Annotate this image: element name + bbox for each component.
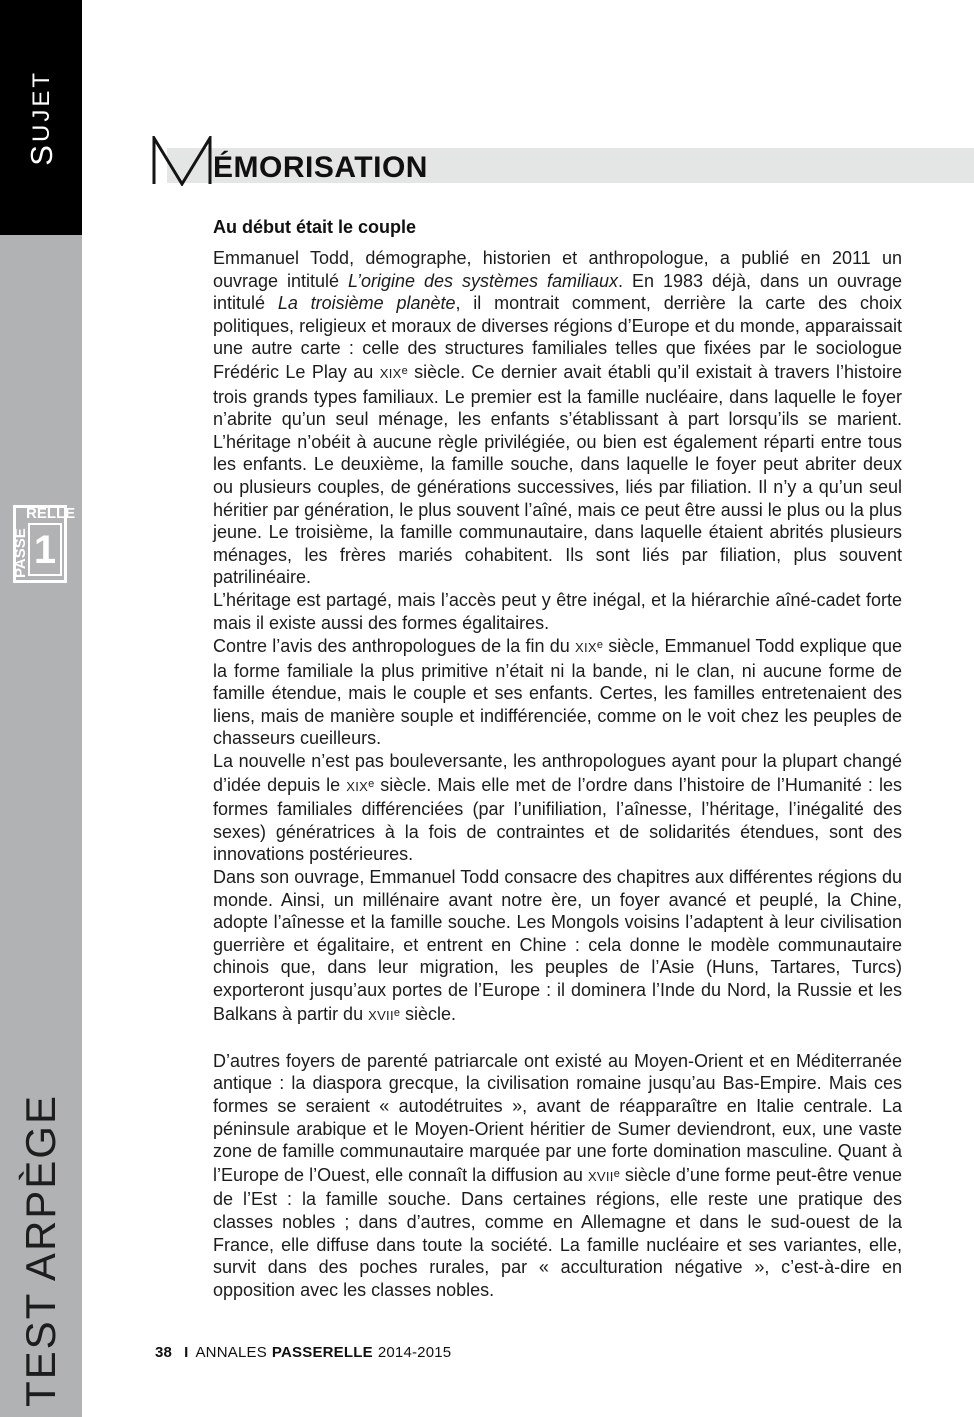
article-subtitle: Au début était le couple — [213, 216, 417, 237]
logo-number-box — [28, 523, 62, 576]
text-segment: siècle, Emmanuel Todd explique que la forme familiale la plus primitive n’était ni la bande, ni le clan, ni aucune forme de famille étendue, mais le couple et ses enfants. Certes, les familles entretenaient des liens, mais de manière souple et indifférenciée, comme on le voit chez les peuples de chasseurs cueilleurs. — [213, 636, 902, 749]
text-segment: e — [368, 777, 375, 790]
text-segment: e — [596, 639, 604, 652]
paragraph — [213, 1050, 902, 1302]
text-segment: siècle. Mais elle met de l’ordre dans l’histoire de l’Humanité : les formes familiales différenciées (par l’unifiliation, l’aînesse, l’héritage, l’inégalité des sexes) génératrices à la fois de contraintes et de solidarités étendues, sont des innovations postérieures. — [213, 774, 902, 865]
text-segment: XIX — [379, 365, 402, 381]
text-segment: , il montrait comment, derrière la carte des choix politiques, religieux et moraux de diverses régions d’Europe et du monde, apparaissait une autre carte : celle des structures familiales telles que fixées par le sociologue Frédéric Le Play au — [213, 293, 902, 382]
footer-separator: I — [184, 1344, 189, 1361]
test-arpege-label-wrap — [0, 1095, 82, 1405]
passerelle-logo — [12, 505, 76, 583]
logo-text-passe: PASSE — [12, 528, 29, 578]
text-segment: e — [401, 364, 408, 377]
text-segment: e — [393, 1006, 400, 1019]
text-segment: L’origine des systèmes familiaux — [348, 270, 619, 291]
text-segment: Dans son ouvrage, Emmanuel Todd consacre des chapitres aux différentes régions du monde. Ainsi, un millénaire avant notre ère, un foyer avancé et peuplé, la Chine, adopte l’aînesse et la famille souche. Les Mongols voisins l’adaptent à leur civilisation guerrière et égalitaire, et entrent en Chine : cela donne le modèle communautaire chinois que, dans leur migration, les peuples de l’Asie (Huns, Tartares, Turcs) exporteront jusqu’aux portes de l’Europe : il dominera l’Inde du Nord, la Russie et les Balkans à partir du — [213, 867, 902, 1024]
article-body — [213, 247, 902, 1301]
paragraph — [213, 866, 902, 1027]
paragraph — [213, 247, 902, 589]
logo-number: 1 — [33, 527, 57, 572]
sidebar — [0, 0, 82, 1417]
paragraph — [213, 589, 902, 634]
footer-page-number: 38 — [155, 1344, 173, 1361]
footer-brand: PASSERELLE — [271, 1344, 373, 1361]
text-segment: XVII — [368, 1007, 394, 1023]
text-segment: siècle. Ce dernier avait établi qu’il existait à travers l’histoire trois grands types familiaux. Le premier est la famille nucléaire, dans laquelle le foyer n’abrite qu’un seul ménage, les enfants s’établissant à part lorsqu’ils se marient. L’héritage n’obéit à aucune règle privilégiée, ou bien est également réparti entre tous les enfants. Le deuxième, la famille souche, dans laquelle le foyer peut abriter deux ou plusieurs couples, de générations successives, liés par filiation. Il n’y a qu’un seul héritier par génération, le plus souvent l’aîné, mais ce peut être aussi le plus ou la plus jeune. Le troisième, la famille communautaire, dans laquelle étaient abrités plusieurs ménages, les frères mariés cohabitent. Ils sont liés par filiation, plus souvent patrilinéaire. — [213, 361, 902, 588]
paragraph — [213, 634, 902, 750]
text-segment: La nouvelle n’est pas bouleversante, les anthropologues ayant pour la plupart changé d’idée depuis le — [213, 751, 902, 795]
paragraph — [213, 750, 902, 866]
text-segment: Contre l’avis des anthropologues de la fin du — [213, 636, 576, 657]
page-footer — [155, 1344, 451, 1361]
text-segment: . En 1983 déjà, dans un ouvrage intitulé — [213, 270, 903, 314]
sujet-tab-label — [23, 69, 59, 166]
sujet-tab — [0, 0, 82, 235]
text-segment: siècle. — [399, 1003, 457, 1024]
footer-edition: 2014-2015 — [377, 1344, 452, 1361]
text-segment: XIX — [346, 778, 369, 794]
text-segment: XIX — [575, 640, 597, 656]
logo-text-relle: RELLE — [26, 505, 76, 522]
text-segment: XVII — [587, 1168, 614, 1184]
test-arpege-label: TEST ARPÈGE — [17, 1093, 64, 1407]
text-segment: e — [613, 1167, 620, 1180]
text-segment: D’autres foyers de parenté patriarcale ont existé au Moyen-Orient et en Méditerranée antique : la diaspora grecque, la civilisation romaine jusqu’au Bas-Empire. Mais ces formes se seraient « autodétruites », avant de réapparaître en Italie centrale. La péninsule arabique et le Moyen-Orient héritier de Sumer deviendront, eux, une vaste zone de famille communautaire marquée par une forte domination masculine. Quant à l’Europe de l’Ouest, elle connaît la diffusion au — [213, 1050, 902, 1185]
text-segment: La troisième planète — [277, 293, 456, 314]
text-segment: Emmanuel Todd, démographe, historien et anthropologue, a publié en 2011 un ouvrage intitulé — [213, 248, 902, 291]
text-segment: L’héritage est partagé, mais l’accès peut y être inégal, et la hiérarchie aîné-cadet forte mais il existe aussi des formes égalitaires. — [213, 589, 902, 633]
footer-series: ANNALES — [195, 1344, 267, 1361]
sujet-initial: S — [23, 141, 59, 166]
text-segment: siècle d’une forme peut-être venue de l’Est : la famille souche. Dans certaines régions, elle reste une pratique des classes nobles ; dans d’autres, comme en Allemagne et dans le sud-ouest de la France, elle diffuse dans toute la société. La famille nucléaire et ses variantes, elle, survit dans des poches rurales, par « acculturation négative », c’est-à-dire en opposition avec les classes nobles. — [213, 1164, 903, 1300]
sujet-rest: UJET — [27, 69, 55, 142]
page-title: ÉMORISATION — [213, 151, 428, 184]
title-initial-letter — [151, 136, 213, 186]
